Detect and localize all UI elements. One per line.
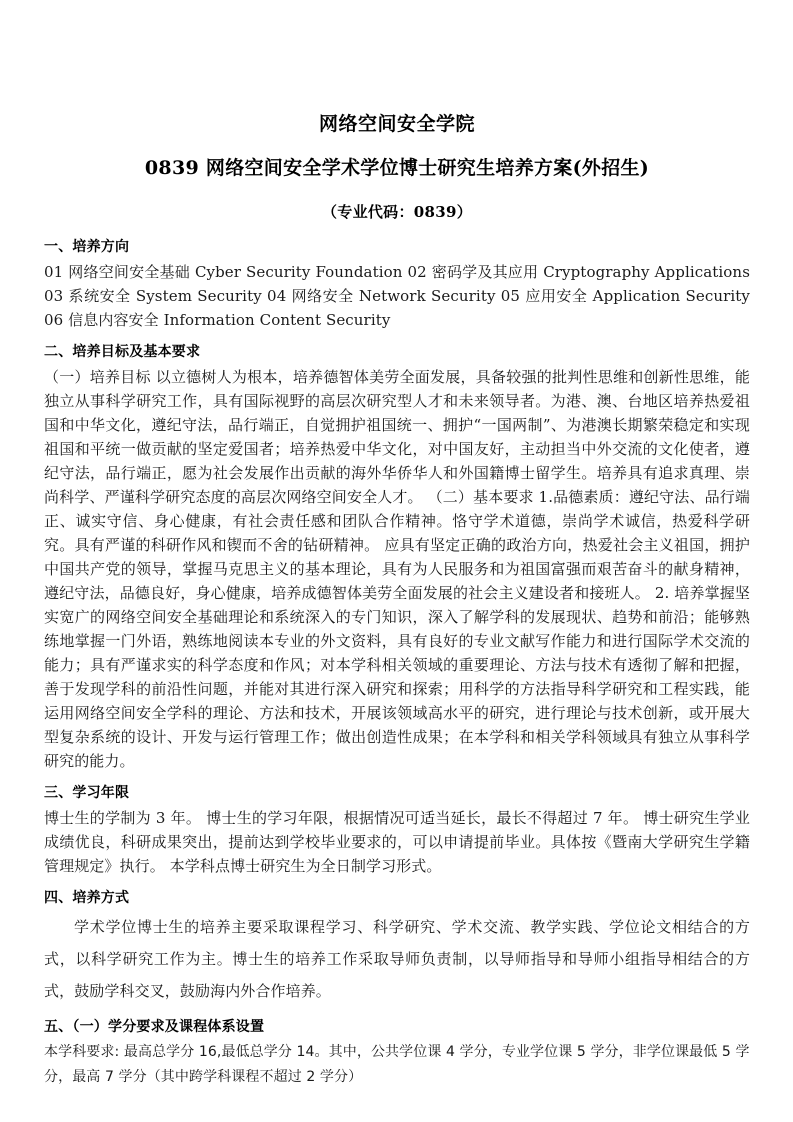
section-body-credit-requirements: 本学科要求: 最高总学分 16,最低总学分 14。其中，公共学位课 4 学分，专业学位课 5 学分，非学位课最低 5 学分，最高 7 学分（其中跨学科课程不超过 2 学分） bbox=[44, 1044, 750, 1085]
section-body-training-directions: 01 网络空间安全基础 Cyber Security Foundation 02 密码学及其应用 Cryptography Applications 03 系统安全 System Security 04 网络安全 Network Security 05 应用安全 Application Security 06 信息内容安全 Information Content Security bbox=[44, 263, 750, 329]
section-body-objectives-requirements: （一）培养目标 以立德树人为根本，培养德智体美劳全面发展，具备较强的批判性思维和创新性思维，能独立从事科学研究工作，具有国际视野的高层次研究型人才和未来领导者。为港、澳、台地区培养热爱祖国和中华文化，遵纪守法，品行端正，自觉拥护祖国统一、拥护“一国两制”、为港澳长期繁荣稳定和实现祖国和平统一做贡献的坚定爱国者；培养热爱中华文化，对中国友好，主动担当中外交流的文化使者，遵纪守法，品行端正，愿为社会发展作出贡献的海外华侨华人和外国籍博士留学生。培养具有追求真理、崇尚科学、严谨科学研究态度的高层次网络空间安全人才。 （二）基本要求 1.品德素质：遵纪守法、品行端正、诚实守信、身心健康，有社会责任感和团队合作精神。恪守学术道德，崇尚学术诚信，热爱科学研究。具有严谨的科研作风和锲而不舍的钻研精神。 应具有坚定正确的政治方向，热爱社会主义祖国，拥护中国共产党的领导，掌握马克思主义的基本理论，具有为人民服务和为祖国富强而艰苦奋斗的献身精神，遵纪守法，品德良好，身心健康，培养成德智体美劳全面发展的社会主义建设者和接班人。 2. 培养掌握坚实宽广的网络空间安全基础理论和系统深入的专门知识，深入了解学科的发展现状、趋势和前沿；能够熟练地掌握一门外语，熟练地阅读本专业的外文资料，具有良好的专业文献写作能力和进行国际学术交流的能力；具有严谨求实的科学态度和作风；对本学科相关领域的重要理论、方法与技术有透彻了解和把握，善于发现学科的前沿性问题，并能对其进行深入研究和探索；用科学的方法指导科学研究和工程实践，能运用网络空间安全学科的理论、方法和技术，开展该领域高水平的研究，进行理论与技术创新，或开展大型复杂系统的设计、开发与运行管理工作；做出创造性成果；在本学科和相关学科领域具有独立从事科学研究的能力。 bbox=[44, 368, 750, 770]
section-heading-credit-requirements: 五、（一）学分要求及课程体系设置 bbox=[44, 1019, 265, 1035]
section-heading-objectives-requirements: 二、培养目标及基本要求 bbox=[44, 344, 201, 360]
document-content bbox=[44, 0, 750, 1090]
section-heading-training-methods: 四、培养方式 bbox=[44, 890, 130, 906]
document-title-primary: 网络空间安全学院 bbox=[318, 113, 475, 135]
section-heading-study-duration: 三、学习年限 bbox=[44, 785, 130, 801]
section-body-training-methods: 学术学位博士生的培养主要采取课程学习、科学研究、学术交流、教学实践、学位论文相结合的方式，以科学研究工作为主。博士生的培养工作采取导师负责制，以导师指导和导师小组指导相结合的方式，鼓励学科交叉，鼓励海内外合作培养。 bbox=[44, 918, 750, 1000]
document-title-secondary: 0839 网络空间安全学术学位博士研究生培养方案(外招生) bbox=[144, 157, 650, 179]
section-body-study-duration: 博士生的学制为 3 年。 博士生的学习年限，根据情况可适当延长，最长不得超过 7 年。 博士研究生学业成绩优良，科研成果突出，提前达到学校毕业要求的，可以申请提前毕业。具体按《暨南大学研究生学籍管理规定》执行。 本学科点博士研究生为全日制学习形式。 bbox=[44, 809, 750, 875]
document-subtitle-major-code: （专业代码：0839） bbox=[321, 203, 473, 221]
section-heading-training-directions: 一、培养方向 bbox=[44, 239, 130, 255]
